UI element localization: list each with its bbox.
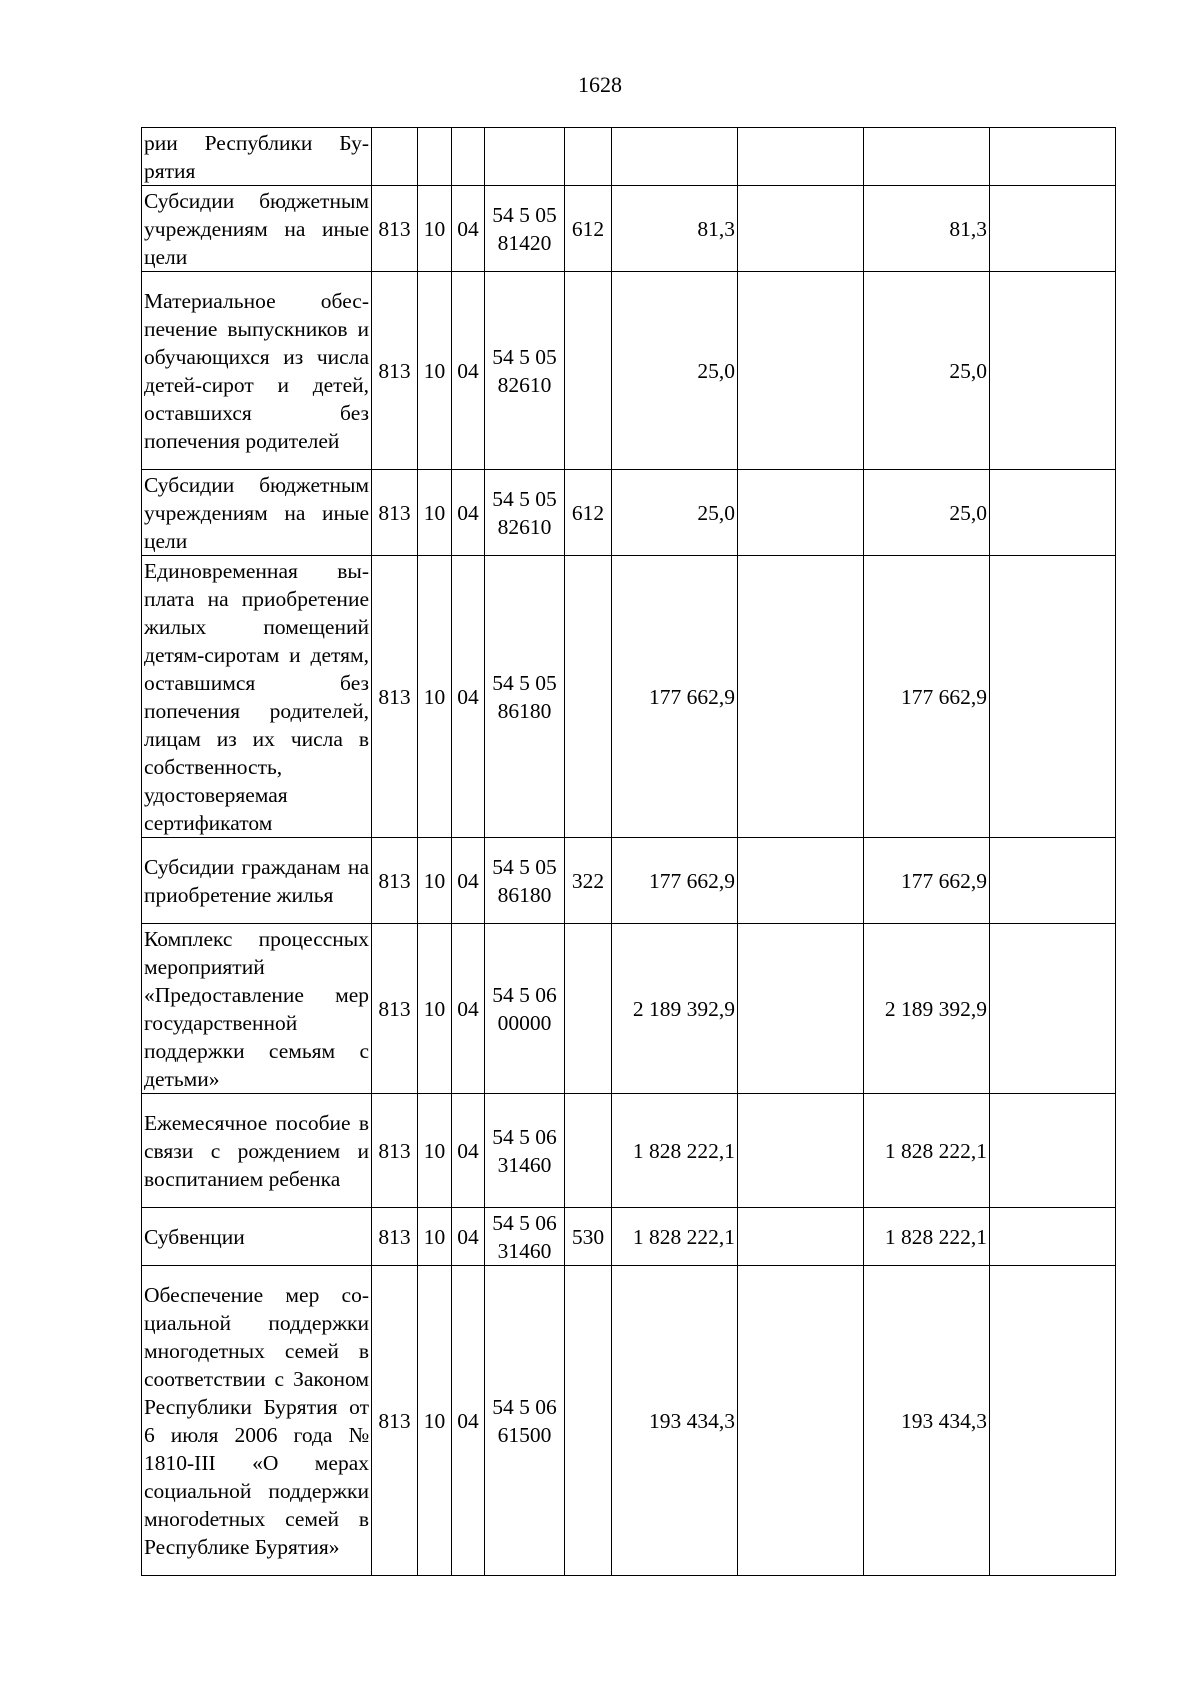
row-description: Единовременная выплата на приобретение жилых помещений детям-сиротам и детям, оставшимся без попечения родителей, лицам из их числа в собственность, удостоверяемая сертификатом: [142, 556, 372, 838]
target-article-cell: 54 5 05 82610: [485, 272, 565, 470]
amount-cell-empty: [990, 128, 1116, 186]
page-number: 1628: [578, 72, 622, 97]
section-code-cell: [418, 128, 452, 186]
row-description: рии Республики Бурятия: [142, 128, 372, 186]
amount-cell-empty: [738, 470, 864, 556]
table-row: [142, 1094, 1116, 1208]
target-article-cell: 54 5 06 00000: [485, 924, 565, 1094]
table-row: [142, 1266, 1116, 1576]
subsection-code-cell: 04: [452, 1266, 485, 1576]
subsection-code-cell: 04: [452, 838, 485, 924]
expense-type-cell: [565, 272, 612, 470]
amount-cell-1: 1 828 222,1: [612, 1208, 738, 1266]
subsection-code-cell: 04: [452, 470, 485, 556]
subsection-code-cell: 04: [452, 924, 485, 1094]
row-description: Субвенции: [142, 1208, 372, 1266]
subsection-code-cell: 04: [452, 272, 485, 470]
row-description: Обеспечение мер социальной поддержки многодетных семей в соответствии с Законом Республики Бурятия от 6 июля 2006 года № 1810-III «О мерах социальной поддержки многоdетных семей в Республике Бурятия»: [142, 1266, 372, 1576]
subsection-code-cell: [452, 128, 485, 186]
amount-cell-2: 2 189 392,9: [864, 924, 990, 1094]
amount-cell-empty: [738, 556, 864, 838]
amount-cell-2: 81,3: [864, 186, 990, 272]
target-article-cell: 54 5 06 31460: [485, 1208, 565, 1266]
amount-cell-empty: [738, 924, 864, 1094]
amount-cell-empty: [990, 556, 1116, 838]
admin-code-cell: [372, 128, 418, 186]
amount-cell-empty: [990, 470, 1116, 556]
section-code-cell: 10: [418, 1094, 452, 1208]
row-description: Субсидии гражданам на приобретение жилья: [142, 838, 372, 924]
admin-code-cell: 813: [372, 272, 418, 470]
expense-type-cell: [565, 128, 612, 186]
subsection-code-cell: 04: [452, 1208, 485, 1266]
table-row: [142, 128, 1116, 186]
expense-type-cell: [565, 556, 612, 838]
amount-cell-empty: [990, 1208, 1116, 1266]
amount-cell-1: 25,0: [612, 470, 738, 556]
row-description: Субсидии бюджетным учреждениям на иные цели: [142, 186, 372, 272]
amount-cell-empty: [738, 838, 864, 924]
admin-code-cell: 813: [372, 838, 418, 924]
amount-cell-empty: [738, 128, 864, 186]
amount-cell-1: 177 662,9: [612, 556, 738, 838]
budget-table: [141, 127, 1116, 1576]
amount-cell-1: 1 828 222,1: [612, 1094, 738, 1208]
target-article-cell: 54 5 05 86180: [485, 556, 565, 838]
amount-cell-1: 81,3: [612, 186, 738, 272]
section-code-cell: 10: [418, 924, 452, 1094]
expense-type-cell: 612: [565, 470, 612, 556]
amount-cell-empty: [990, 924, 1116, 1094]
amount-cell-2: 177 662,9: [864, 838, 990, 924]
row-description: Субсидии бюджетным учреждениям на иные цели: [142, 470, 372, 556]
table-row: [142, 470, 1116, 556]
section-code-cell: 10: [418, 186, 452, 272]
section-code-cell: 10: [418, 1208, 452, 1266]
target-article-cell: 54 5 05 81420: [485, 186, 565, 272]
admin-code-cell: 813: [372, 1266, 418, 1576]
amount-cell-2: 1 828 222,1: [864, 1094, 990, 1208]
table-row: [142, 186, 1116, 272]
subsection-code-cell: 04: [452, 1094, 485, 1208]
expense-type-cell: [565, 1094, 612, 1208]
amount-cell-empty: [990, 272, 1116, 470]
amount-cell-empty: [990, 186, 1116, 272]
table-row: [142, 556, 1116, 838]
row-description: Материальное обеспечение выпускников и обучающихся из числа детей-сирот и детей, оставшихся без попечения родителей: [142, 272, 372, 470]
amount-cell-empty: [738, 1094, 864, 1208]
table-row: [142, 838, 1116, 924]
amount-cell-1: [612, 128, 738, 186]
amount-cell-empty: [738, 272, 864, 470]
section-code-cell: 10: [418, 838, 452, 924]
amount-cell-empty: [990, 1094, 1116, 1208]
section-code-cell: 10: [418, 1266, 452, 1576]
amount-cell-2: [864, 128, 990, 186]
admin-code-cell: 813: [372, 186, 418, 272]
expense-type-cell: 322: [565, 838, 612, 924]
admin-code-cell: 813: [372, 470, 418, 556]
amount-cell-1: 2 189 392,9: [612, 924, 738, 1094]
table-row: [142, 1208, 1116, 1266]
target-article-cell: [485, 128, 565, 186]
admin-code-cell: 813: [372, 556, 418, 838]
subsection-code-cell: 04: [452, 556, 485, 838]
amount-cell-2: 25,0: [864, 470, 990, 556]
target-article-cell: 54 5 06 61500: [485, 1266, 565, 1576]
amount-cell-2: 1 828 222,1: [864, 1208, 990, 1266]
section-code-cell: 10: [418, 556, 452, 838]
subsection-code-cell: 04: [452, 186, 485, 272]
amount-cell-2: 25,0: [864, 272, 990, 470]
section-code-cell: 10: [418, 272, 452, 470]
expense-type-cell: 612: [565, 186, 612, 272]
amount-cell-1: 25,0: [612, 272, 738, 470]
target-article-cell: 54 5 05 86180: [485, 838, 565, 924]
expense-type-cell: [565, 924, 612, 1094]
amount-cell-1: 177 662,9: [612, 838, 738, 924]
admin-code-cell: 813: [372, 1208, 418, 1266]
admin-code-cell: 813: [372, 1094, 418, 1208]
target-article-cell: 54 5 05 82610: [485, 470, 565, 556]
table-row: [142, 924, 1116, 1094]
amount-cell-empty: [990, 1266, 1116, 1576]
section-code-cell: 10: [418, 470, 452, 556]
admin-code-cell: 813: [372, 924, 418, 1094]
amount-cell-empty: [738, 186, 864, 272]
expense-type-cell: 530: [565, 1208, 612, 1266]
amount-cell-empty: [990, 838, 1116, 924]
expense-type-cell: [565, 1266, 612, 1576]
amount-cell-empty: [738, 1208, 864, 1266]
target-article-cell: 54 5 06 31460: [485, 1094, 565, 1208]
row-description: Комплекс процессных мероприятий «Предоставление мер государственной поддержки семьям с детьми»: [142, 924, 372, 1094]
amount-cell-2: 193 434,3: [864, 1266, 990, 1576]
table-row: [142, 272, 1116, 470]
amount-cell-2: 177 662,9: [864, 556, 990, 838]
amount-cell-empty: [738, 1266, 864, 1576]
amount-cell-1: 193 434,3: [612, 1266, 738, 1576]
row-description: Ежемесячное пособие в связи с рождением и воспитанием ребенка: [142, 1094, 372, 1208]
